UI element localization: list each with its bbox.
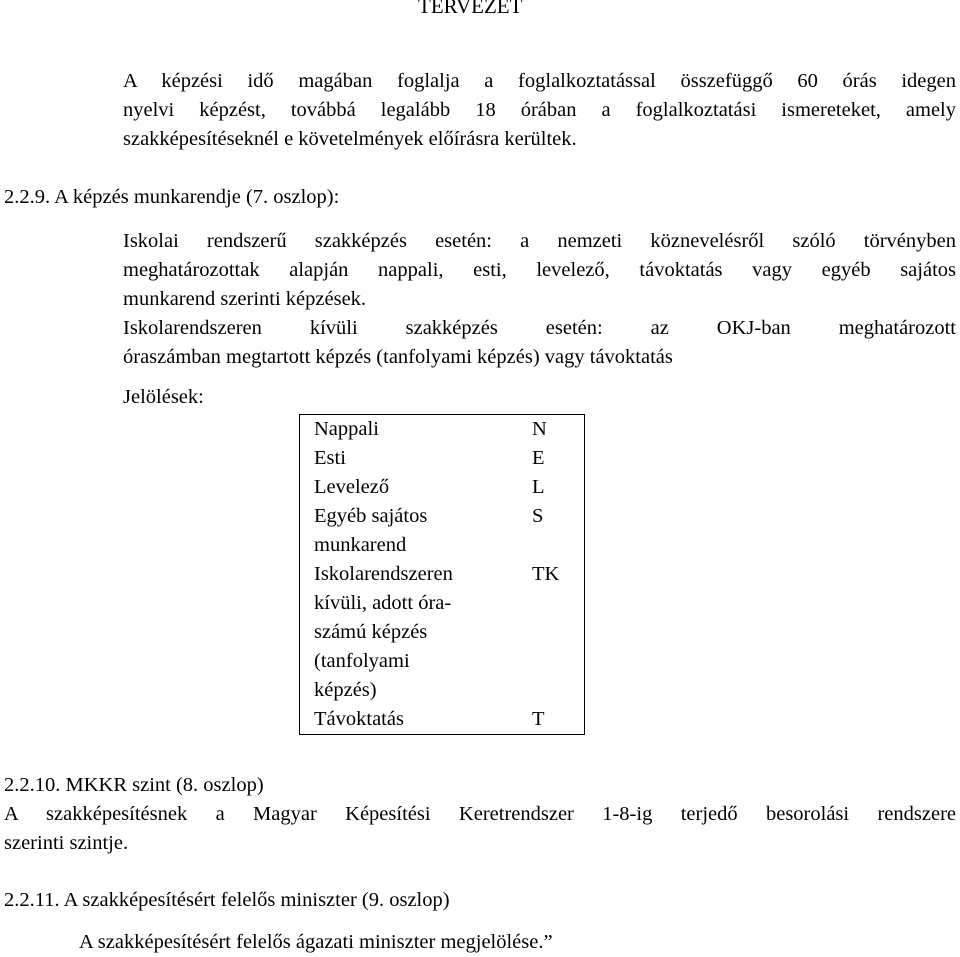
section-2210-line-2: szerinti szintje.	[4, 832, 129, 854]
section-2210-heading: 2.2.10. MKKR szint (8. oszlop)	[4, 774, 264, 796]
legend-row-name	[300, 415, 523, 445]
legend-row-name	[300, 444, 523, 473]
legend-row-code: L	[532, 476, 545, 498]
legend-row-name-line: számú képzés	[314, 621, 428, 643]
legend-row-name-line: (tanfolyami	[314, 650, 410, 672]
legend-row-code: T	[532, 708, 545, 730]
legend-table-body	[300, 415, 585, 735]
legend-row-name-line: kívüli, adott óra-	[314, 592, 452, 614]
section-229-p1-line-3: munkarend szerinti képzések.	[123, 288, 367, 310]
legend-row-name-line: Nappali	[314, 418, 379, 440]
legend-row	[300, 473, 585, 502]
section-229-paragraph-2	[123, 314, 956, 372]
legend-row-code: S	[532, 505, 544, 527]
legend-row-name	[300, 705, 523, 735]
legend-row-name-line: Egyéb sajátos	[314, 505, 428, 527]
section-2211-text: A szakképesítésért felelős ágazati miniszter megjelölése.”	[79, 931, 553, 953]
legend-row	[300, 560, 585, 705]
legend-row	[300, 502, 585, 560]
section-229-p2-line-2: óraszámban megtartott képzés (tanfolyami képzés) vagy távoktatás	[123, 346, 673, 368]
document-header-title: TERVEZET	[418, 0, 523, 18]
legend-row-name-line: Iskolarendszeren	[314, 563, 453, 585]
section-2210-line-1: A szakképesítésnek a Magyar Képesítési Keretrendszer 1-8-ig terjedő besorolási rendszere	[4, 803, 956, 825]
legend-row-name-line: munkarend	[314, 534, 407, 556]
intro-line-1: A képzési idő magában foglalja a foglalkoztatással összefüggő 60 órás idegen	[123, 70, 956, 92]
legend-label: Jelölések:	[123, 386, 204, 408]
legend-row	[300, 705, 585, 735]
legend-row-name	[300, 560, 523, 705]
section-2210-paragraph	[4, 800, 956, 858]
legend-row-code: TK	[532, 563, 560, 585]
section-229-heading: 2.2.9. A képzés munkarendje (7. oszlop):	[4, 186, 340, 208]
legend-row	[300, 415, 585, 445]
intro-line-2: nyelvi képzést, továbbá legalább 18 órában a foglalkoztatási ismereteket, amely	[123, 99, 956, 121]
legend-row-name-line: Távoktatás	[314, 708, 404, 730]
legend-row-name-line: Esti	[314, 447, 346, 469]
legend-row	[300, 444, 585, 473]
section-229-p2-line-1: Iskolarendszeren kívüli szakképzés esetén: az OKJ-ban meghatározott	[123, 317, 956, 339]
intro-paragraph	[123, 67, 956, 154]
legend-row-code: N	[532, 418, 547, 440]
legend-row-code: E	[532, 447, 545, 469]
legend-row-name	[300, 473, 523, 502]
legend-row-name-line: Levelező	[314, 476, 390, 498]
legend-row-name	[300, 502, 523, 560]
legend-row-name-line: képzés)	[314, 679, 377, 701]
section-229-paragraph-1	[123, 227, 956, 314]
legend-table	[299, 414, 585, 735]
section-2211-heading: 2.2.11. A szakképesítésért felelős miniszter (9. oszlop)	[4, 889, 450, 911]
intro-line-3: szakképesítéseknél e követelmények előírásra kerültek.	[123, 128, 577, 150]
section-229-p1-line-1: Iskolai rendszerű szakképzés esetén: a nemzeti köznevelésről szóló törvényben	[123, 230, 956, 252]
section-229-p1-line-2: meghatározottak alapján nappali, esti, levelező, távoktatás vagy egyéb sajátos	[123, 259, 956, 281]
